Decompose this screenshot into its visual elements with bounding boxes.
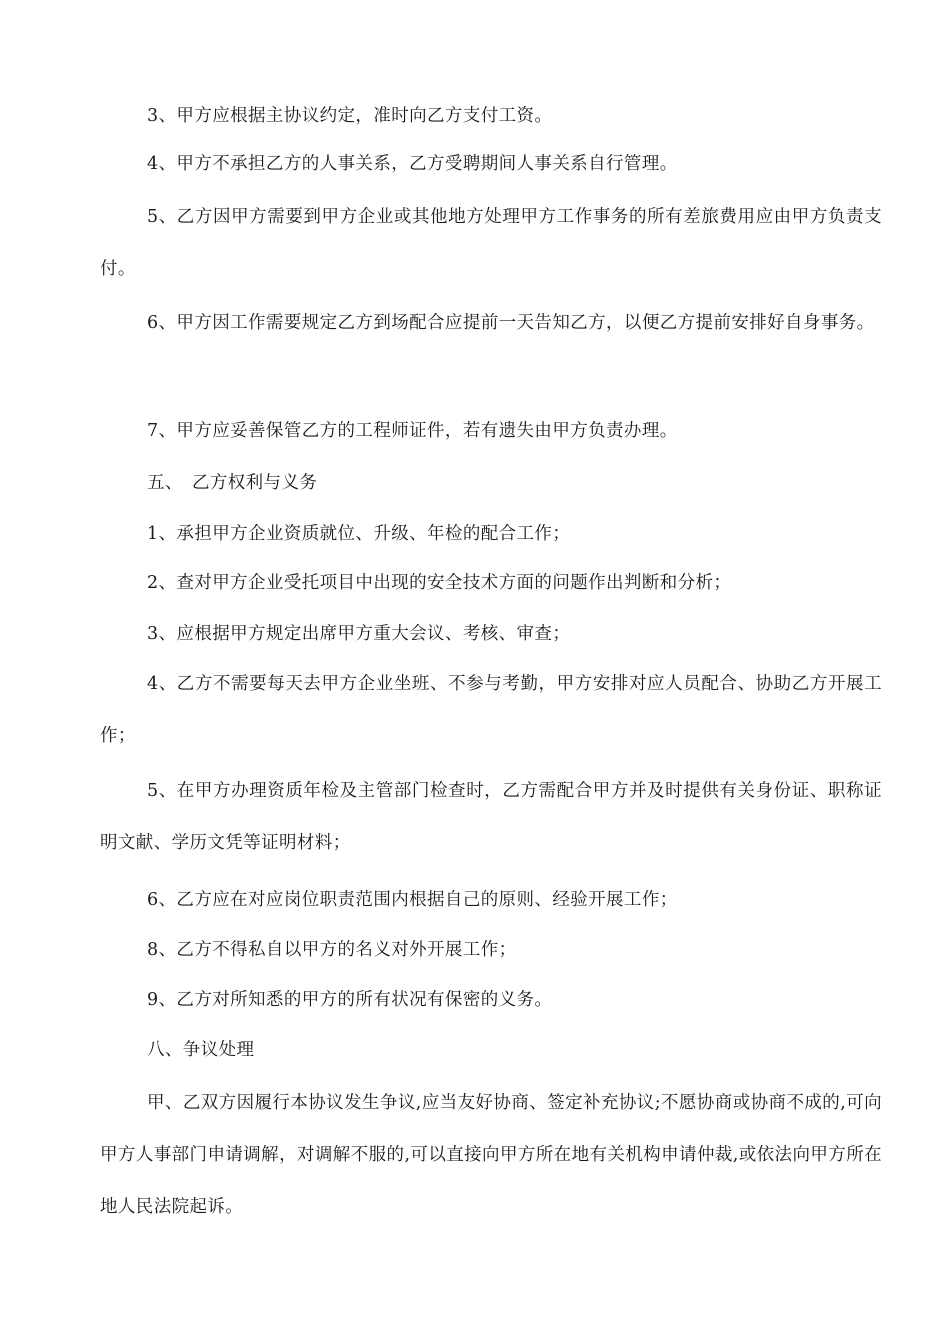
paragraph-b-item-6: 6、乙方应在对应岗位职责范围内根据自己的原则、经验开展工作； (147, 890, 678, 910)
section-heading-party-b-rights: 五、 乙方权利与义务 (147, 473, 318, 493)
paragraph-item-3: 3、甲方应根据主协议约定，准时向乙方支付工资。 (147, 106, 553, 126)
paragraph-b-item-8: 8、乙方不得私自以甲方的名义对外开展工作； (147, 940, 517, 960)
paragraph-b-item-9: 9、乙方对所知悉的甲方的所有状况有保密的义务。 (147, 990, 553, 1010)
paragraph-item-4: 4、甲方不承担乙方的人事关系，乙方受聘期间人事关系自行管理。 (147, 154, 678, 174)
section-heading-dispute: 八、争议处理 (147, 1040, 255, 1060)
paragraph-dispute-resolution: 甲、乙双方因履行本协议发生争议,应当友好协商、签定补充协议;不愿协商或协商不成的,可向甲方人事部门申请调解，对调解不服的,可以直接向甲方所在地有关机构申请仲裁,或依法向甲方所在地人民法院起诉。 (100, 1093, 882, 1217)
paragraph-item-7: 7、甲方应妥善保管乙方的工程师证件，若有遗失由甲方负责办理。 (147, 421, 678, 441)
paragraph-item-5: 5、乙方因甲方需要到甲方企业或其他地方处理甲方工作事务的所有差旅费用应由甲方负责支付。 (100, 207, 882, 279)
paragraph-b-item-4: 4、乙方不需要每天去甲方企业坐班、不参与考勤，甲方安排对应人员配合、协助乙方开展工作； (100, 674, 882, 746)
paragraph-b-item-2: 2、查对甲方企业受托项目中出现的安全技术方面的问题作出判断和分析； (147, 573, 732, 593)
paragraph-b-item-5: 5、在甲方办理资质年检及主管部门检查时，乙方需配合甲方并及时提供有关身份证、职称证明文献、学历文凭等证明材料； (100, 781, 882, 853)
paragraph-b-item-3: 3、应根据甲方规定出席甲方重大会议、考核、审查； (147, 624, 571, 644)
paragraph-b-item-1: 1、承担甲方企业资质就位、升级、年检的配合工作； (147, 524, 571, 544)
paragraph-item-6: 6、甲方因工作需要规定乙方到场配合应提前一天告知乙方，以便乙方提前安排好自身事务。 (147, 313, 875, 333)
